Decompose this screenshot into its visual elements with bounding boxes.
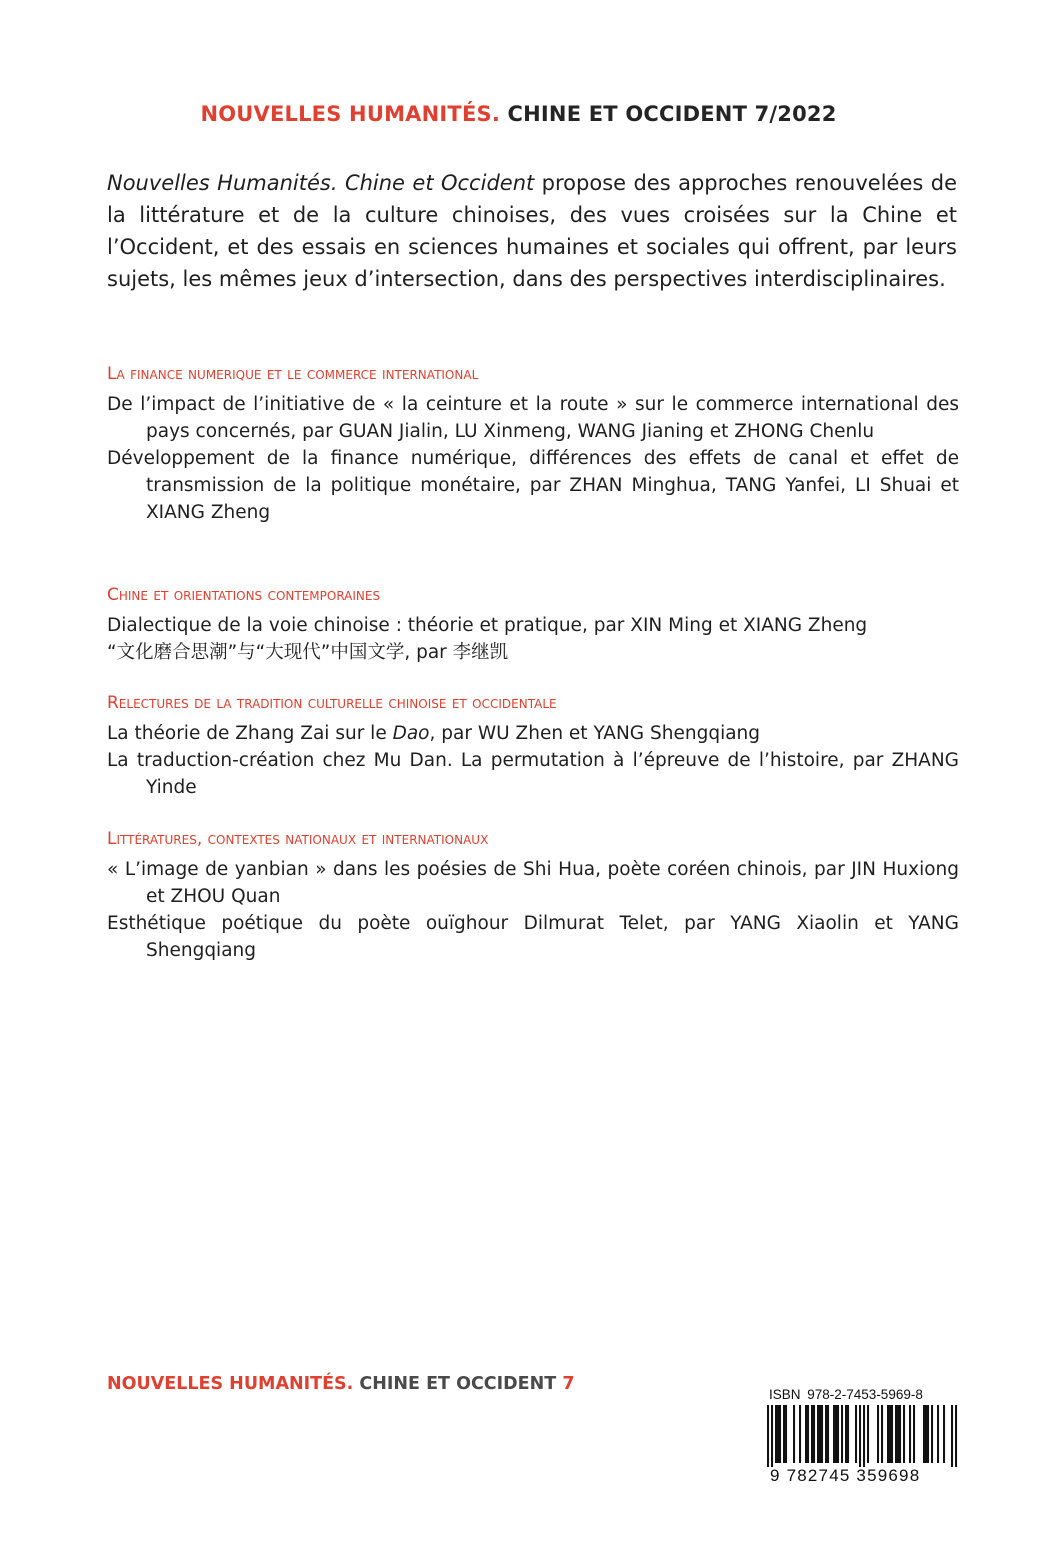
barcode-bar: [775, 1405, 777, 1463]
barcode-bar: [899, 1405, 901, 1463]
toc-entry: Développement de la finance numérique, différences des effets de canal et effet de transmission de la politique monétaire, par ZHAN Minghua, TANG Yanfei, LI Shuai et XIANG Zheng: [107, 448, 959, 523]
intro-paragraph: [107, 167, 957, 295]
barcode-bar: [951, 1405, 953, 1467]
barcode-bar: [841, 1405, 843, 1463]
barcode-bar: [867, 1405, 869, 1463]
section-chine: [107, 584, 959, 666]
barcode-bar: [909, 1405, 911, 1463]
section-heading: La finance numerique et le commerce international: [107, 364, 479, 384]
toc-entry: “文化磨合思潮”与“大现代”中国文学, par 李继凯: [107, 642, 509, 663]
barcode-image: [767, 1405, 959, 1467]
barcode-bar: [903, 1405, 905, 1463]
barcode-bar: [887, 1405, 889, 1463]
entry-italic: Dao: [392, 723, 430, 744]
barcode-bar: [805, 1405, 807, 1463]
section-heading: Relectures de la tradition culturelle chinoise et occidentale: [107, 693, 557, 713]
toc-entry: De l’impact de l’initiative de « la ceinture et la route » sur le commerce international des pays concernés, par GUAN Jialin, LU Xinmeng, WANG Jianing et ZHONG Chenlu: [107, 394, 959, 442]
barcode-bar: [927, 1405, 929, 1463]
barcode-bar: [825, 1405, 827, 1463]
barcode-bar: [813, 1405, 815, 1463]
intro-text: propose des approches renouvelées de la littérature et de la culture chinoises, des vues croisées sur la Chine et l’Occident, et des essais en sciences humaines et sociales qui offrent, par leurs sujets, les mêmes jeux d’intersection, dans des perspectives interdisciplinaires.: [107, 171, 957, 291]
barcode-bar: [925, 1405, 927, 1463]
barcode-bar: [891, 1405, 893, 1463]
barcode-bar: [767, 1405, 769, 1467]
section-finance: [107, 363, 959, 526]
cover-title: [0, 102, 1037, 126]
footer-number: 7: [562, 1374, 575, 1394]
entry-text: La théorie de Zhang Zai sur le: [107, 723, 393, 744]
toc-entry: Dialectique de la voie chinoise : théorie et pratique, par XIN Ming et XIANG Zheng: [107, 615, 868, 636]
barcode-bar: [821, 1405, 823, 1463]
section-heading: Littératures, contextes nationaux et internationaux: [107, 829, 489, 849]
barcode-bar: [793, 1405, 795, 1463]
barcode-bar: [783, 1405, 785, 1463]
barcode-bar: [833, 1405, 835, 1463]
section-litteratures: [107, 828, 959, 964]
section-relectures: [107, 692, 959, 801]
title-issue: CHINE ET OCCIDENT 7/2022: [507, 102, 837, 126]
barcode-bar: [785, 1405, 787, 1463]
toc-entry: [107, 720, 959, 747]
barcode-bar: [855, 1405, 857, 1463]
barcode-bar: [819, 1405, 821, 1463]
barcode-bar: [897, 1405, 899, 1463]
barcode-bar: [913, 1405, 915, 1463]
footer-series-title: [107, 1374, 575, 1394]
barcode-bar: [955, 1405, 957, 1467]
barcode-bar: [859, 1405, 861, 1467]
entry-text: , par WU Zhen et YANG Shengqiang: [429, 723, 761, 744]
toc-entry: « L’image de yanbian » dans les poésies de Shi Hua, poète coréen chinois, par JIN Huxiong et ZHOU Quan: [107, 859, 959, 907]
barcode-bar: [889, 1405, 891, 1463]
barcode-bar: [807, 1405, 809, 1463]
barcode-bar: [895, 1405, 897, 1463]
barcode-bar: [847, 1405, 849, 1463]
isbn-label: ISBN 978-2-7453-5969-8: [769, 1387, 923, 1402]
barcode-bar: [877, 1405, 879, 1463]
barcode-bar: [799, 1405, 801, 1463]
toc-entry: La traduction-création chez Mu Dan. La permutation à l’épreuve de l’histoire, par ZHANG Yinde: [107, 750, 959, 798]
barcode-bar: [827, 1405, 829, 1463]
footer-series: NOUVELLES HUMANITÉS.: [107, 1374, 354, 1394]
toc-entry: Esthétique poétique du poète ouïghour Dilmurat Telet, par YANG Xiaolin et YANG Shengqiang: [107, 913, 959, 961]
barcode-bar: [835, 1405, 837, 1463]
intro-italic-title: Nouvelles Humanités. Chine et Occident: [107, 171, 535, 195]
barcode-bar: [923, 1405, 925, 1463]
title-series: NOUVELLES HUMANITÉS.: [200, 102, 500, 126]
barcode-bar: [811, 1405, 813, 1463]
section-heading: Chine et orientations contemporaines: [107, 585, 381, 605]
barcode-bar: [937, 1405, 939, 1463]
barcode-bar: [881, 1405, 883, 1463]
barcode-bar: [837, 1405, 839, 1463]
barcode-digits: 9 782745 359698: [770, 1466, 921, 1485]
barcode-bar: [817, 1405, 819, 1463]
barcode-bar: [771, 1405, 773, 1467]
barcode-bar: [931, 1405, 933, 1463]
barcode-bar: [943, 1405, 945, 1463]
footer-name: CHINE ET OCCIDENT: [353, 1374, 563, 1394]
barcode-bar: [863, 1405, 865, 1467]
barcode-bar: [845, 1405, 847, 1463]
barcode-bar: [779, 1405, 781, 1463]
barcode-bar: [777, 1405, 779, 1463]
